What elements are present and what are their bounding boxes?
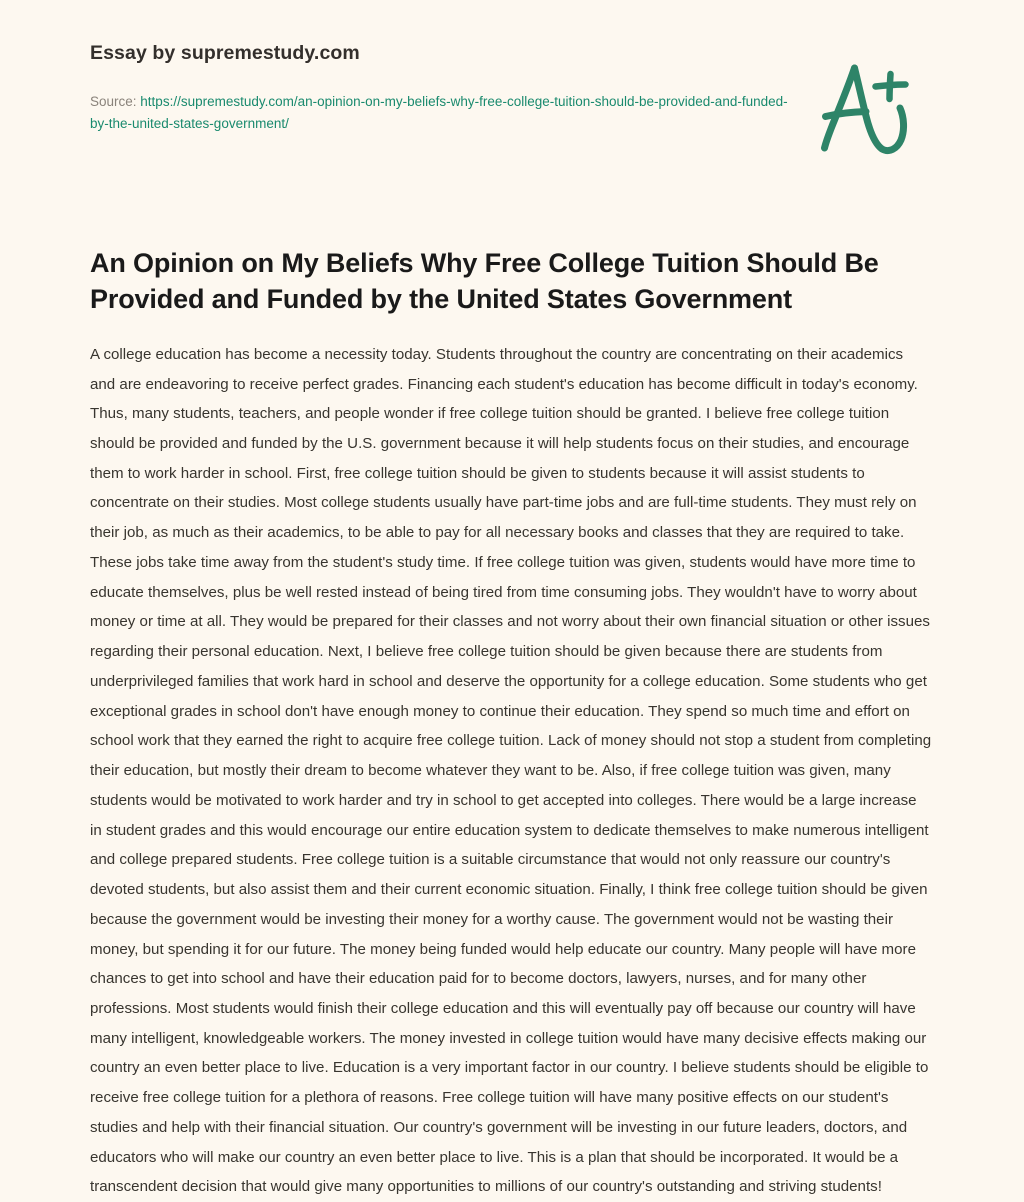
essay-body-text: A college education has become a necessity today. Students throughout the country are concentrating on their academics and are endeavoring to receive perfect grades. Financing each student's education has become difficult in today's economy. Thus, many students, teachers, and people wonder if free college tuition should be granted. I believe free college tuition should be provided and funded by the U.S. government because it will help students focus on their studies, and encourage them to work harder in school. First, free college tuition should be given to students because it will assist students to concentrate on their studies. Most college students usually have part-time jobs and are full-time students. They must rely on their job, as much as their academics, to be able to pay for all necessary books and classes that they are required to take. These jobs take time away from the student's study time. If free college tuition was given, students would have more time to educate themselves, plus be well rested instead of being tired from time consuming jobs. They wouldn't have to worry about money or time at all. They would be prepared for their classes and not worry about their own financial situation or other issues regarding their personal education. Next, I believe free college tuition should be given because there are students from underprivileged families that work hard in school and deserve the opportunity for a college education. Some students who get exceptional grades in school don't have enough money to continue their education. They spend so much time and effort on school work that they earned the right to acquire free college tuition. Lack of money should not stop a student from completing their education, but mostly their dream to become whatever they want to be. Also, if free college tuition was given, many students would be motivated to work harder and try in school to get accepted into colleges. There would be a large increase in student grades and this would encourage our entire education system to dedicate themselves to make numerous intelligent and college prepared students. Free college tuition is a suitable circumstance that would not only reassure our country's devoted students, but also assist them and their current economic situation. Finally, I think free college tuition should be given because the government would be investing their money for a worthy cause. The government would not be wasting their money, but spending it for our future. The money being funded would help educate our country. Many people will have more chances to get into school and have their education paid for to become doctors, lawyers, nurses, and for many other professions. Most students would finish their college education and this will eventually pay off because our country will have many intelligent, knowledgeable workers. The money invested in college tuition would have many decisive effects making our country an even better place to live. Education is a very important factor in our country. I believe students should be eligible to receive free college tuition for a plethora of reasons. Free college tuition will have many positive effects on our student's studies and help with their financial situation. Our country's government will be investing in our future leaders, doctors, and educators who will make our country an even better place to live. This is a plan that should be incorporated. It would be a transcendent decision that would give many opportunities to millions of our country's outstanding and striving students! <box>90 345 932 1196</box>
document-header <box>0 0 1024 160</box>
header-text-block <box>90 42 790 135</box>
document-content <box>0 246 1024 1202</box>
source-label: Source: <box>90 94 137 110</box>
source-url-link[interactable]: https://supremestudy.com/an-opinion-on-my-beliefs-why-free-college-tuition-should-be-provided-and-funded-by-the-united-states-government/ <box>90 94 788 132</box>
page-title: An Opinion on My Beliefs Why Free College Tuition Should Be Provided and Funded by the United States Government <box>90 248 879 314</box>
header-row <box>90 42 934 160</box>
source-line <box>90 91 790 135</box>
a-plus-logo <box>810 60 922 160</box>
site-title: Essay by supremestudy.com <box>90 42 360 64</box>
